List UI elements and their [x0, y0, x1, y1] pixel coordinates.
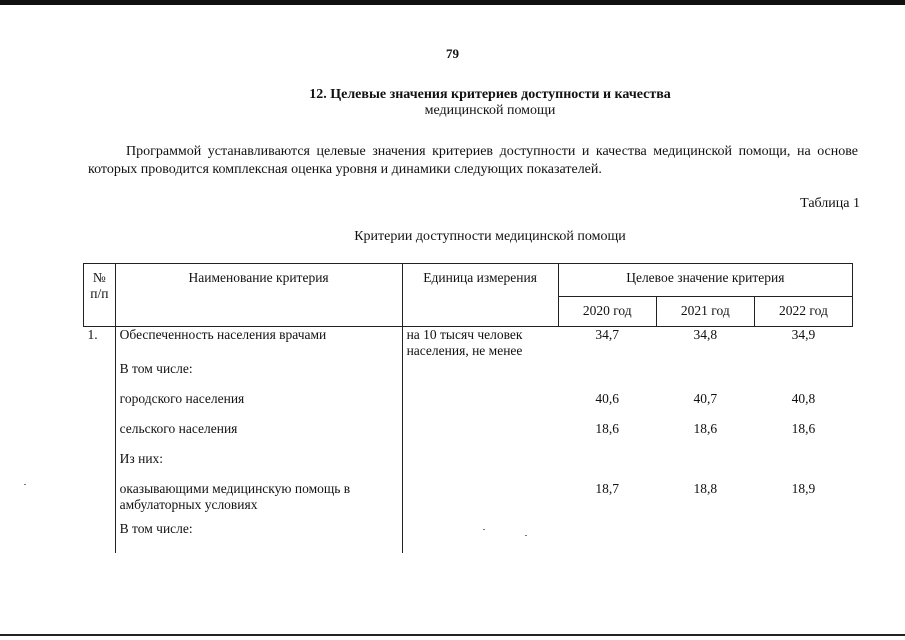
section-heading: [180, 87, 800, 119]
header-target: Целевое значение критерия: [558, 264, 852, 297]
row-value-2020: [558, 513, 656, 553]
row-value-2020: 40,6: [595, 391, 620, 406]
row-name: сельского населения: [115, 421, 402, 451]
row-value-2020: [558, 361, 656, 391]
table-title: Критерии доступности медицинской помощи: [354, 229, 626, 244]
row-name: городского населения: [115, 391, 402, 421]
header-year-2021: 2021 год: [656, 297, 754, 327]
header-num: № п/п: [84, 264, 116, 327]
row-unit: на 10 тысяч человек населения, не менее: [406, 327, 523, 358]
section-heading-line2: медицинской помощи: [424, 103, 556, 118]
table-row: [84, 421, 853, 451]
row-value-2021: 18,8: [693, 481, 718, 496]
row-num: [84, 361, 116, 391]
header-year-2020: 2020 год: [558, 297, 656, 327]
row-value-2021: [656, 451, 754, 481]
row-value-2022: 34,9: [791, 327, 816, 342]
table-row: [84, 327, 853, 362]
row-value-2022: 18,9: [791, 481, 816, 496]
table-label: Таблица 1: [800, 196, 860, 211]
row-name: Обеспеченность населения врачами: [115, 327, 402, 362]
table-row: [84, 361, 853, 391]
header-name: Наименование критерия: [115, 264, 402, 327]
row-num: [84, 513, 116, 553]
table-row: [84, 451, 853, 481]
row-num: [84, 421, 116, 451]
row-value-2022: [754, 361, 852, 391]
row-unit: [402, 513, 558, 553]
row-name: Из них:: [115, 451, 402, 481]
row-name: В том числе:: [115, 361, 402, 391]
row-value-2022: 40,8: [791, 391, 816, 406]
row-value-2021: 34,8: [693, 327, 718, 342]
row-value-2022: [754, 513, 852, 553]
row-value-2022: 18,6: [791, 421, 816, 436]
row-value-2021: 40,7: [693, 391, 718, 406]
row-value-2020: [558, 451, 656, 481]
row-num: [84, 451, 116, 481]
intro-paragraph: Программой устанавливаются целевые значения критериев доступности и качества медицинской помощи, на основе которых проводится комплексная оценка уровня и динамики следующих показателей.: [88, 144, 858, 177]
row-unit: [402, 361, 558, 391]
header-unit: Единица измерения: [402, 264, 558, 327]
row-value-2020: 18,6: [595, 421, 620, 436]
row-value-2021: [656, 513, 754, 553]
row-num: 1.: [87, 327, 98, 342]
row-value-2021: [656, 361, 754, 391]
row-unit: [402, 451, 558, 481]
row-value-2020: 18,7: [595, 481, 620, 496]
row-value-2020: 34,7: [595, 327, 620, 342]
table-row: [84, 481, 853, 513]
row-name: В том числе:: [115, 513, 402, 553]
table-row: [84, 513, 853, 553]
header-year-2022: 2022 год: [754, 297, 852, 327]
row-unit: [402, 391, 558, 421]
row-unit: [402, 481, 558, 513]
row-unit: [402, 421, 558, 451]
row-value-2021: 18,6: [693, 421, 718, 436]
scan-speck: [483, 529, 485, 530]
table-row: [84, 391, 853, 421]
row-num: [84, 391, 116, 421]
section-heading-line1: 12. Целевые значения критериев доступности и качества: [309, 87, 671, 102]
page-number: 79: [446, 46, 459, 61]
row-name: оказывающими медицинскую помощь в амбулаторных условиях: [115, 481, 402, 513]
page-bottom-border: [0, 634, 905, 636]
page-top-border: [0, 0, 905, 5]
row-num: [84, 481, 116, 513]
scan-speck: [525, 535, 527, 536]
scan-speck: [24, 484, 26, 485]
criteria-table: [83, 263, 853, 553]
row-value-2022: [754, 451, 852, 481]
